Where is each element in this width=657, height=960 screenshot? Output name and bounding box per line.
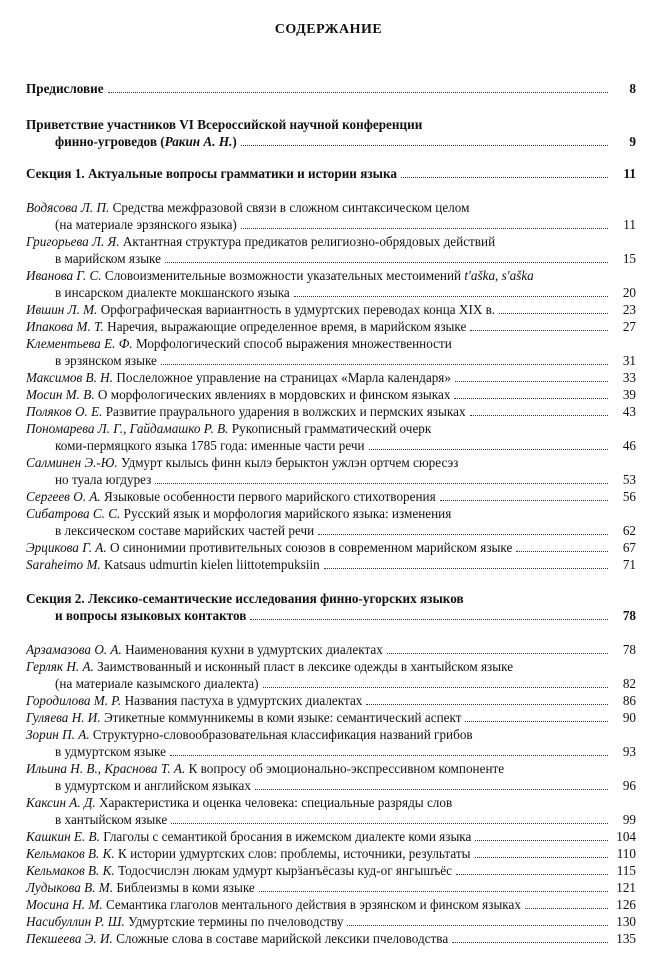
toc-entry-author: Водясова Л. П.: [26, 200, 110, 215]
toc-entry-title: Средства межфразовой связи в сложном синтаксическом целом: [109, 200, 470, 215]
toc-entry-text: [55, 777, 251, 794]
toc-entry-line: [26, 386, 636, 403]
toc-entry: [26, 913, 636, 930]
dot-leader: [456, 874, 608, 875]
toc-entry-author: Сибатрова С. С.: [26, 506, 121, 521]
toc-entry-title: в удмуртском и английском языках: [55, 778, 251, 793]
page-number: 8: [629, 81, 636, 96]
toc-entry-line: [26, 267, 636, 284]
toc-entry: [26, 862, 636, 879]
page-number: 96: [622, 778, 636, 793]
dot-leader: [525, 908, 608, 909]
toc-entry: [26, 116, 636, 150]
toc-entry-line: [26, 879, 636, 896]
toc-entry-author: Каксин А. Д.: [26, 795, 96, 810]
toc-entry-text: [55, 133, 237, 150]
toc-entry-author: Арзамазова О. А.: [26, 642, 122, 657]
toc-entry-text: [26, 539, 512, 556]
toc-entry-text: [55, 743, 166, 760]
toc-entry-line: [26, 539, 636, 556]
toc-entry-text: [55, 607, 246, 624]
toc-entry-line: [26, 420, 636, 437]
toc-entry-title: Наречия, выражающие определенное время, в марийском языке: [103, 319, 467, 334]
toc-entry-line: [26, 437, 636, 454]
dot-leader: [263, 687, 608, 688]
dot-leader: [171, 823, 608, 824]
toc-entry: [26, 301, 636, 318]
toc-entry-text: [55, 284, 290, 301]
toc-entry-title: Удмурт кылысь финн кылэ берыктон ужлэн ортчем сюресэз: [117, 455, 459, 470]
dot-leader: [475, 840, 608, 841]
toc-entry: [26, 386, 636, 403]
dot-leader: [470, 415, 608, 416]
toc-entry-line: [26, 488, 636, 505]
page-number: 11: [623, 217, 636, 232]
toc-entry-title-end: ): [232, 134, 237, 149]
toc-entry-line: [26, 116, 636, 133]
dot-leader: [165, 262, 608, 263]
toc-entry-italic-fragment: Ракин А. Н.: [164, 134, 233, 149]
dot-leader: [440, 500, 608, 501]
toc-entry-line: [26, 369, 636, 386]
toc-entry-line: [26, 80, 636, 97]
toc-entry-text: [26, 913, 343, 930]
toc-entry-title: Сложные слова в составе марийской лексики пчеловодства: [112, 931, 449, 946]
toc-entry-title: Наименования кухни в удмуртских диалектах: [121, 642, 383, 657]
toc-entry-line: [26, 352, 636, 369]
toc-entry-line: [26, 335, 636, 352]
toc-entry-line: [26, 284, 636, 301]
page-number: 15: [622, 251, 636, 266]
toc-entry-title: Языковые особенности первого марийского стихотворения: [100, 489, 436, 504]
toc-entry-line: [26, 794, 636, 811]
toc-entry-text: [26, 369, 451, 386]
dot-leader: [455, 381, 608, 382]
page-number: 43: [622, 404, 636, 419]
page-number: 82: [622, 676, 636, 691]
toc-entry: [26, 488, 636, 505]
toc-entry-line: [26, 845, 636, 862]
toc-entry-author: Григорьева Л. Я.: [26, 234, 120, 249]
toc-entry-title: Русский язык и морфология марийского языка: изменения: [120, 506, 452, 521]
page-number: 9: [629, 134, 636, 149]
dot-leader: [499, 313, 608, 314]
toc-entry-title: Структурно-словообразовательная классификация названий грибов: [89, 727, 473, 742]
page-number: 67: [622, 540, 636, 555]
toc-entry: [26, 879, 636, 896]
toc-entry-text: [26, 556, 320, 573]
toc-entry-text: [26, 386, 450, 403]
toc-entry-line: [26, 471, 636, 488]
toc-entry-line: [26, 607, 636, 624]
toc-entry-text: [26, 896, 521, 913]
toc-entry: [26, 420, 636, 454]
page-number: 71: [622, 557, 636, 572]
toc-entry-line: [26, 250, 636, 267]
toc-entry-author: Ипакова М. Т.: [26, 319, 104, 334]
toc-entry: [26, 267, 636, 301]
toc-entry-title: Развитие праурального ударения в волжских и пермских языках: [102, 404, 466, 419]
page-number: 33: [622, 370, 636, 385]
toc-entry: [26, 199, 636, 233]
toc-entry-text: [26, 692, 362, 709]
toc-entry-line: [26, 233, 636, 250]
toc-entry: [26, 590, 636, 624]
page-number: 23: [622, 302, 636, 317]
toc-entry-line: [26, 862, 636, 879]
toc-entry-text: [55, 437, 365, 454]
toc-entry: [26, 930, 636, 947]
dot-leader: [294, 296, 608, 297]
toc-entry-title: Секция 2. Лексико-семантические исследования финно-угорских языков: [26, 591, 464, 606]
toc-entry-line: [26, 403, 636, 420]
dot-leader: [465, 721, 608, 722]
toc-entry-author: Кельмаков В. К.: [26, 863, 115, 878]
toc-entry-line: [26, 726, 636, 743]
toc-entry: [26, 828, 636, 845]
toc-entry: [26, 539, 636, 556]
toc-entry-title: Заимствованный и исконный пласт в лексике одежды в хантыйском языке: [93, 659, 514, 674]
toc-entry-author: Иванова Г. С.: [26, 268, 102, 283]
page-number: 53: [622, 472, 636, 487]
page-number: 31: [622, 353, 636, 368]
page-number: 121: [616, 880, 636, 895]
toc-entry-line: [26, 692, 636, 709]
page-number: 93: [622, 744, 636, 759]
toc-entry-line: [26, 930, 636, 947]
toc-entry-line: [26, 505, 636, 522]
toc-entry-title: Этикетные коммунникемы в коми языке: семантический аспект: [100, 710, 462, 725]
page-title: СОДЕРЖАНИЕ: [274, 22, 383, 37]
toc-entry-text: [26, 488, 436, 505]
toc-entry-line: [26, 913, 636, 930]
toc-entry-text: [26, 930, 448, 947]
page-number: 110: [616, 846, 636, 861]
toc-entry: [26, 454, 636, 488]
toc-entry-title: в эрзянском языке: [55, 353, 157, 368]
page-number: 78: [622, 608, 636, 623]
toc-entry-line: [26, 828, 636, 845]
toc-entry-author: Эрцикова Г. А.: [26, 540, 107, 555]
toc-entry-title: Орфографическая вариантность в удмуртских переводах конца XIX в.: [97, 302, 496, 317]
page-number: 115: [616, 863, 636, 878]
dot-leader: [259, 891, 608, 892]
toc-entry: [26, 845, 636, 862]
toc-entry: [26, 692, 636, 709]
toc-entry-text: [55, 522, 314, 539]
toc-entry: [26, 709, 636, 726]
toc-entry-text: [55, 216, 237, 233]
toc-entry-text: [55, 811, 167, 828]
toc-entry-title: Семантика глаголов ментального действия в эрзянском и финском языках: [102, 897, 521, 912]
toc-entry-author: Мосина Н. М.: [26, 897, 103, 912]
toc-entry-author: Кашкин Е. В.: [26, 829, 100, 844]
toc-entry-author: Кельмаков В. К.: [26, 846, 115, 861]
dot-leader: [452, 942, 608, 943]
toc-entry-line: [26, 896, 636, 913]
dot-leader: [369, 449, 608, 450]
toc-entry-title: Секция 1. Актуальные вопросы грамматики и истории языка: [26, 166, 397, 181]
dot-leader: [241, 228, 608, 229]
toc-entry-line: [26, 743, 636, 760]
toc-entry-text: [26, 80, 104, 97]
toc-entry-line: [26, 522, 636, 539]
toc-entry-title: в лексическом составе марийских частей речи: [55, 523, 315, 538]
toc-entry-author: Насибуллин Р. Ш.: [26, 914, 125, 929]
toc-entry: [26, 403, 636, 420]
toc-entry-title: К вопросу об эмоционально-экспрессивном компоненте: [185, 761, 505, 776]
toc-entry-title: финно-угроведов (: [55, 134, 165, 149]
toc-entry-title: Удмуртские термины по пчеловодству: [124, 914, 344, 929]
toc-entry-text: [26, 403, 466, 420]
dot-leader: [401, 177, 608, 178]
toc-entry-author: Пономарева Л. Г., Гайдамашко Р. В.: [26, 421, 229, 436]
dot-leader: [516, 551, 608, 552]
toc-entry-title: Словоизменительные возможности указательных местоимений: [101, 268, 465, 283]
toc-entry-line: [26, 777, 636, 794]
page-number: 86: [622, 693, 636, 708]
toc-entry-title: О синонимии противительных союзов в современном марийском языке: [106, 540, 513, 555]
toc-entry: [26, 760, 636, 794]
toc-entry-line: [26, 318, 636, 335]
toc-entry-title: в хантыйском языке: [55, 812, 168, 827]
toc-entry-author: Лудыкова В. М.: [26, 880, 114, 895]
toc-entry-author: Сергеев О. А.: [26, 489, 101, 504]
toc-entry-line: [26, 199, 636, 216]
toc-entry-title: Послеложное управление на страницах «Марла календаря»: [113, 370, 451, 385]
toc-entry-title: коми-пермяцкого языка 1785 года: именные части речи: [55, 438, 365, 453]
toc-entry-title: Предисловие: [26, 81, 104, 96]
toc-entry-text: [26, 301, 495, 318]
toc-entry-text: [55, 352, 157, 369]
toc-entry-author: Поляков О. Е.: [26, 404, 103, 419]
page-number: 46: [622, 438, 636, 453]
dot-leader: [454, 398, 608, 399]
toc-entry-author: Салминен Э.-Ю.: [26, 455, 118, 470]
toc-entry-line: [26, 709, 636, 726]
toc-entry-text: [55, 250, 161, 267]
toc-entry: [26, 233, 636, 267]
toc-entry-title: О морфологических явлениях в мордовских и финском языках: [94, 387, 451, 402]
toc-entry-author: Мосин М. В.: [26, 387, 95, 402]
toc-entry-author: Городилова М. Р.: [26, 693, 122, 708]
toc-entry-author: Зорин П. А.: [26, 727, 90, 742]
toc-entry-line: [26, 133, 636, 150]
page-number: 62: [622, 523, 636, 538]
toc-entry-title: (на материале казымского диалекта): [55, 676, 259, 691]
page-number: 90: [622, 710, 636, 725]
toc-entry-text: [26, 165, 397, 182]
toc-entry-text: [26, 828, 471, 845]
toc-entry-author: Ильина Н. В., Краснова Т. А.: [26, 761, 186, 776]
toc-entry: [26, 80, 636, 97]
toc-entry-text: [26, 862, 452, 879]
toc-entry-author: Клементьева Е. Ф.: [26, 336, 133, 351]
page-number: 20: [622, 285, 636, 300]
toc-entry-title: Характеристика и оценка человека: специальные разряды слов: [95, 795, 453, 810]
toc-entry-text: [26, 641, 383, 658]
dot-leader: [108, 92, 608, 93]
toc-entry-title: Актантная структура предикатов религиозно-обрядовых действий: [119, 234, 496, 249]
toc-entry: [26, 556, 636, 573]
toc-entry-title: Тодосчислэн люкам удмурт кырӟанъёсазы куд-ог янгышъёс: [114, 863, 453, 878]
toc-entry: [26, 505, 636, 539]
dot-leader: [241, 145, 608, 146]
toc-entry-line: [26, 301, 636, 318]
toc-entry-author: Ившин Л. М.: [26, 302, 98, 317]
page-number: 27: [622, 319, 636, 334]
toc-entry-author: Гуляева Н. И.: [26, 710, 101, 725]
dot-leader: [475, 857, 609, 858]
page-number: 78: [622, 642, 636, 657]
toc-entry-line: [26, 811, 636, 828]
toc-entry-line: [26, 216, 636, 233]
toc-entry-text: [26, 318, 466, 335]
page-number: 126: [616, 897, 636, 912]
toc-entry-title: но туала югдурез: [55, 472, 152, 487]
toc-entry-italic-fragment: t'aška, s'aška: [464, 268, 534, 283]
toc-entry-author: Saraheimo M.: [26, 557, 101, 572]
toc-entry-author: Герляк Н. А.: [26, 659, 94, 674]
toc-entry-author: Пекшеева Э. И.: [26, 931, 113, 946]
page-number: 11: [623, 166, 636, 181]
toc-entry-title: и вопросы языковых контактов: [55, 608, 247, 623]
toc-entry-title: в марийском языке: [55, 251, 161, 266]
toc-entry: [26, 369, 636, 386]
toc-entry-line: [26, 760, 636, 777]
page-number: 39: [622, 387, 636, 402]
toc-entry-title: Морфологический способ выражения множественности: [132, 336, 452, 351]
toc-entry-title: Приветствие участников VI Всероссийской научной конференции: [26, 117, 423, 132]
toc-entry: [26, 794, 636, 828]
page-number: 56: [622, 489, 636, 504]
toc-entry: [26, 641, 636, 658]
dot-leader: [324, 568, 608, 569]
toc-entry-line: [26, 658, 636, 675]
toc-entry: [26, 318, 636, 335]
toc-entry-line: [26, 165, 636, 182]
toc-entry-title: К истории удмуртских слов: проблемы, источники, результаты: [114, 846, 471, 861]
toc-entry-text: [55, 675, 259, 692]
dot-leader: [387, 653, 608, 654]
page-number: 130: [616, 914, 636, 929]
toc-entry: [26, 726, 636, 760]
dot-leader: [170, 755, 608, 756]
page-number: 104: [616, 829, 636, 844]
toc-entry-title: Библеизмы в коми языке: [113, 880, 255, 895]
toc-entry-text: [26, 879, 255, 896]
dot-leader: [250, 619, 608, 620]
toc-entry-author: Максимов В. Н.: [26, 370, 114, 385]
toc-entry-title: в удмуртском языке: [55, 744, 166, 759]
toc-entry-title: в инсарском диалекте мокшанского языка: [55, 285, 290, 300]
toc-entry-line: [26, 641, 636, 658]
toc-entry-title: Katsaus udmurtin kielen liittotempuksiin: [100, 557, 320, 572]
toc-entry-line: [26, 675, 636, 692]
toc-entry-title: (на материале эрзянского языка): [55, 217, 237, 232]
toc-entry-title: Рукописный грамматический очерк: [228, 421, 432, 436]
dot-leader: [255, 789, 608, 790]
toc-entry-title: Глаголы с семантикой бросания в ижемском диалекте коми языка: [99, 829, 472, 844]
toc-entry: [26, 658, 636, 692]
toc-entry: [26, 165, 636, 182]
dot-leader: [470, 330, 608, 331]
toc-entry: [26, 896, 636, 913]
toc-entry-line: [26, 454, 636, 471]
toc-entry-title: Названия пастуха в удмуртских диалектах: [121, 693, 363, 708]
dot-leader: [155, 483, 608, 484]
toc-entry-line: [26, 590, 636, 607]
dot-leader: [318, 534, 608, 535]
page-number: 99: [622, 812, 636, 827]
toc-entry-text: [55, 471, 151, 488]
toc-entry-line: [26, 556, 636, 573]
toc-entry: [26, 335, 636, 369]
toc-entry-text: [26, 845, 471, 862]
dot-leader: [366, 704, 608, 705]
dot-leader: [161, 364, 608, 365]
page-number: 135: [616, 931, 636, 946]
dot-leader: [347, 925, 608, 926]
toc-entry-text: [26, 709, 461, 726]
